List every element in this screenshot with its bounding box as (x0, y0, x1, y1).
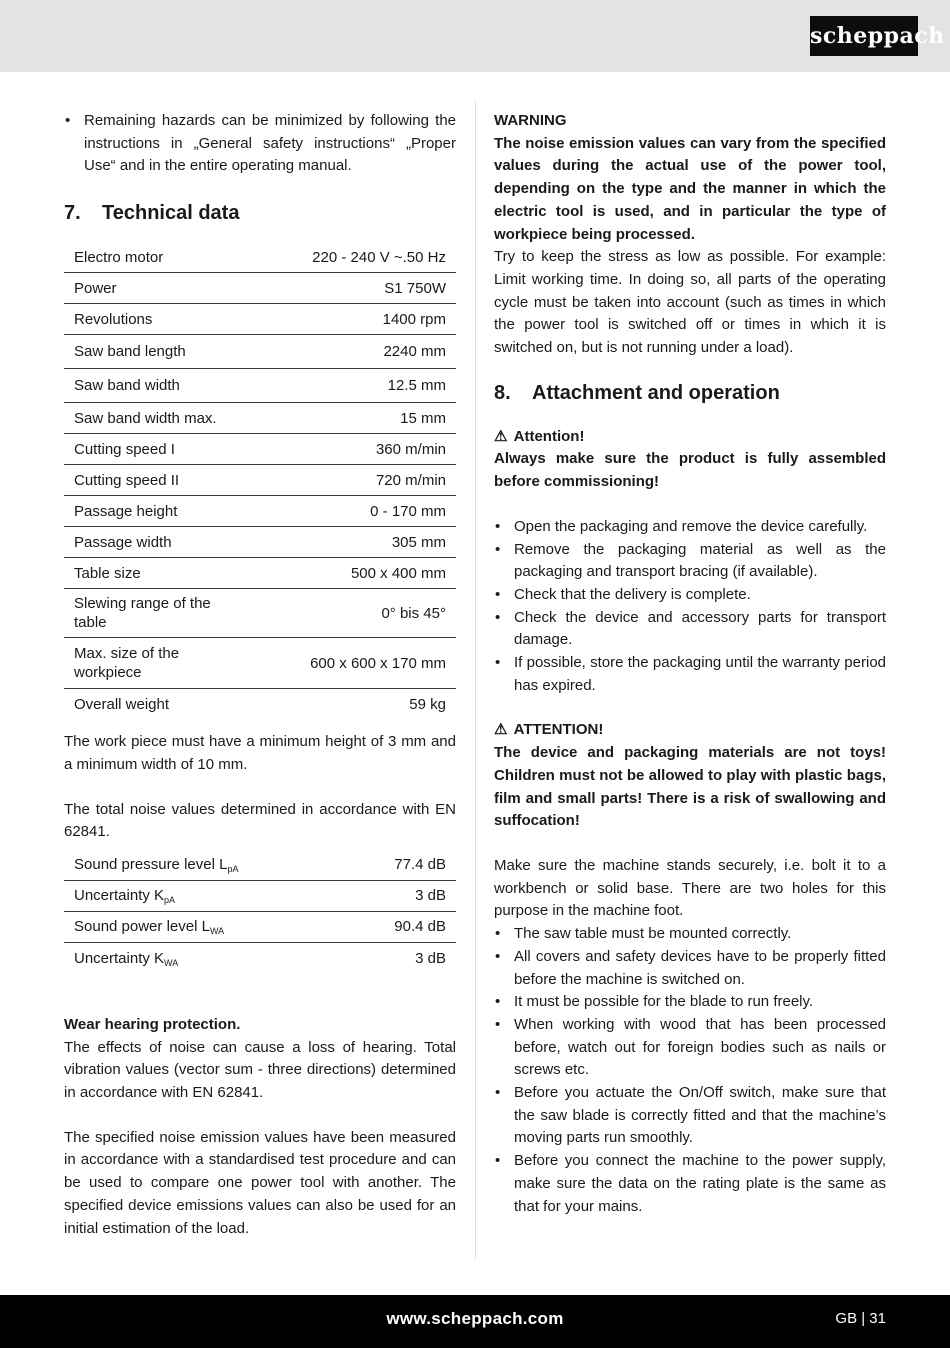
spec-value: 1400 rpm (382, 310, 446, 328)
attention-title-2 (494, 719, 886, 742)
spec-value: 15 mm (400, 409, 446, 427)
noise-label-subscript: pA (227, 864, 239, 875)
page-header (0, 0, 950, 72)
table-row (64, 242, 456, 273)
table-row (64, 589, 456, 638)
spec-label: Table size (74, 564, 141, 582)
list-item: • All covers and safety devices have to be properly fitted before the machine is switched on. (494, 946, 886, 991)
noise-label-text: Uncertainty K (74, 949, 165, 967)
page-footer (0, 1295, 950, 1348)
spec-label: Slewing range of the table (74, 595, 211, 632)
spec-label: Saw band length (74, 343, 186, 361)
list-item: • Before you actuate the On/Off switch, make sure that the saw blade is correctly fitted and that the machine’s moving parts run smoothly. (494, 1082, 886, 1150)
attention-title-text: ATTENTION! (513, 721, 604, 739)
section-8-heading (494, 380, 886, 406)
spec-value: 12.5 mm (387, 377, 446, 395)
page-number: GB | 31 (835, 1310, 886, 1327)
spec-value: 0 - 170 mm (370, 502, 446, 520)
secure-placement-paragraph: Make sure the machine stands securely, i.e. bolt it to a workbench or solid base. There are two holes for this purpose in the machine foot. (494, 856, 886, 920)
spec-label: Power (74, 279, 117, 297)
table-row (64, 912, 456, 943)
table-row (64, 273, 456, 304)
brand-logo (810, 16, 945, 56)
noise-label (74, 886, 175, 905)
hearing-protection-paragraph: The effects of noise can cause a loss of hearing. Total vibration values (vector sum - three directions) determined in accordance with EN 62841. (64, 1038, 456, 1102)
list-item: • Open the packaging and remove the device carefully. (494, 516, 886, 539)
attention-title-text: Attention! (513, 427, 585, 445)
attention-title (494, 426, 886, 449)
section-title: Attachment and operation (532, 381, 780, 404)
noise-intro-paragraph: The total noise values determined in accordance with EN 62841. (64, 800, 456, 841)
spec-label: Passage height (74, 502, 178, 520)
table-row (64, 369, 456, 403)
spec-value: S1 750W (384, 279, 446, 297)
list-item: • The saw table must be mounted correctly. (494, 923, 886, 946)
noise-values-table (64, 850, 456, 974)
spec-value: 500 x 400 mm (350, 564, 446, 582)
spec-label: Electro motor (74, 248, 164, 266)
noise-label (74, 855, 238, 874)
noise-value: 90.4 dB (394, 918, 446, 936)
spec-value: 2240 mm (383, 343, 446, 361)
brand-logo-text: scheppach (810, 23, 945, 49)
spec-label: Cutting speed II (74, 471, 180, 489)
list-item: • Before you connect the machine to the power supply, make sure the data on the rating plate is the same as that for your mains. (494, 1150, 886, 1218)
table-row (64, 304, 456, 335)
attention-paragraph: Always make sure the product is fully assembled before commissioning! (494, 450, 886, 491)
noise-label-text: Sound power level L (74, 918, 210, 936)
min-height-paragraph: The work piece must have a minimum height of 3 mm and a minimum width of 10 mm. (64, 733, 456, 773)
list-item: • If possible, store the packaging until the warranty period has expired. (494, 652, 886, 697)
spec-value: 305 mm (391, 533, 446, 551)
spec-value: 220 - 240 V ~.50 Hz (312, 248, 446, 266)
warning-triangle-icon: ⚠ (494, 427, 508, 445)
noise-label-text: Sound pressure level L (74, 856, 228, 874)
spec-value: 360 m/min (375, 440, 446, 458)
noise-label-subscript: WA (209, 926, 225, 937)
table-row (64, 850, 456, 881)
warning-paragraph: Try to keep the stress as low as possible. For example: Limit working time. In doing so, all parts of the operating cycle must be taken into account (such as times in which the power tool is switched off or times in which it is switched on, but is not running under a load). (494, 248, 886, 357)
warning-bold-paragraph: The noise emission values can vary from the specified values during the actual use of the power tool, depending on the type and the manner in which the electric tool is used, and in particular the type of workpiece being processed. (494, 134, 886, 243)
table-row (64, 527, 456, 558)
warning-triangle-icon: ⚠ (494, 721, 508, 739)
noise-label-subscript: WA (164, 957, 179, 968)
list-item: • When working with wood that has been processed before, watch out for foreign bodies such as nails or screws etc. (494, 1014, 886, 1082)
table-row (64, 434, 456, 465)
warning-title: WARNING (494, 112, 567, 129)
column-divider (475, 100, 476, 1260)
list-item: • It must be possible for the blade to run freely. (494, 991, 886, 1014)
technical-data-table (64, 242, 456, 719)
table-row (64, 465, 456, 496)
table-row (64, 403, 456, 434)
spec-label: Passage width (74, 533, 172, 551)
spec-value: 600 x 600 x 170 mm (310, 654, 446, 672)
footer-website-link[interactable]: www.scheppach.com (386, 1309, 564, 1328)
hearing-protection-title: Wear hearing protection. (64, 1015, 241, 1033)
noise-value: 3 dB (415, 887, 446, 905)
spec-label: Cutting speed I (74, 440, 175, 458)
noise-value: 3 dB (415, 949, 446, 967)
list-item: • Check the device and accessory parts for transport damage. (494, 607, 886, 652)
table-row (64, 558, 456, 589)
noise-label (74, 949, 178, 968)
attention-paragraph-2: The device and packaging materials are not toys! Children must not be allowed to play with plastic bags, film and small parts! There is a risk of swallowing and suffocation! (494, 744, 886, 830)
section-7-heading (64, 200, 456, 226)
unpacking-bullet-list (494, 516, 886, 698)
list-item: • Remove the packaging material as well as the packaging and transport bracing (if available). (494, 539, 886, 584)
table-row (64, 943, 456, 974)
secure-placement-bullet-list (494, 923, 886, 1218)
table-row (64, 496, 456, 527)
table-row (64, 335, 456, 369)
table-row (64, 881, 456, 912)
spec-label: Revolutions (74, 310, 153, 328)
noise-label-subscript: pA (164, 895, 176, 906)
noise-label-text: Uncertainty K (74, 887, 165, 905)
spec-value: 0° bis 45° (381, 604, 446, 622)
list-item: • Check that the delivery is complete. (494, 584, 886, 607)
section-number: 7. (64, 202, 81, 225)
spec-label: Max. size of the workpiece (74, 645, 180, 682)
spec-label: Saw band width (74, 377, 180, 395)
spec-label: Saw band width max. (74, 409, 217, 427)
right-column (494, 110, 886, 1218)
spec-value: 59 kg (409, 695, 446, 713)
spec-value: 720 m/min (375, 471, 446, 489)
spec-label: Overall weight (74, 695, 170, 713)
left-column (64, 110, 456, 1240)
table-row (64, 638, 456, 689)
table-row (64, 689, 456, 719)
section-title: Technical data (102, 202, 240, 225)
emission-paragraph: The specified noise emission values have been measured in accordance with a standardised test procedure and can be used to compare one power tool with another. The specified device emissions values can also be used for an initial estimation of the load. (64, 1128, 456, 1237)
list-item: • Remaining hazards can be minimized by following the instructions in „General safety instructions“ „Proper Use“ and in the entire operating manual. (64, 110, 456, 178)
intro-bullet-list (64, 110, 456, 178)
noise-label (74, 917, 224, 936)
section-number: 8. (494, 381, 511, 404)
noise-value: 77.4 dB (394, 856, 446, 874)
